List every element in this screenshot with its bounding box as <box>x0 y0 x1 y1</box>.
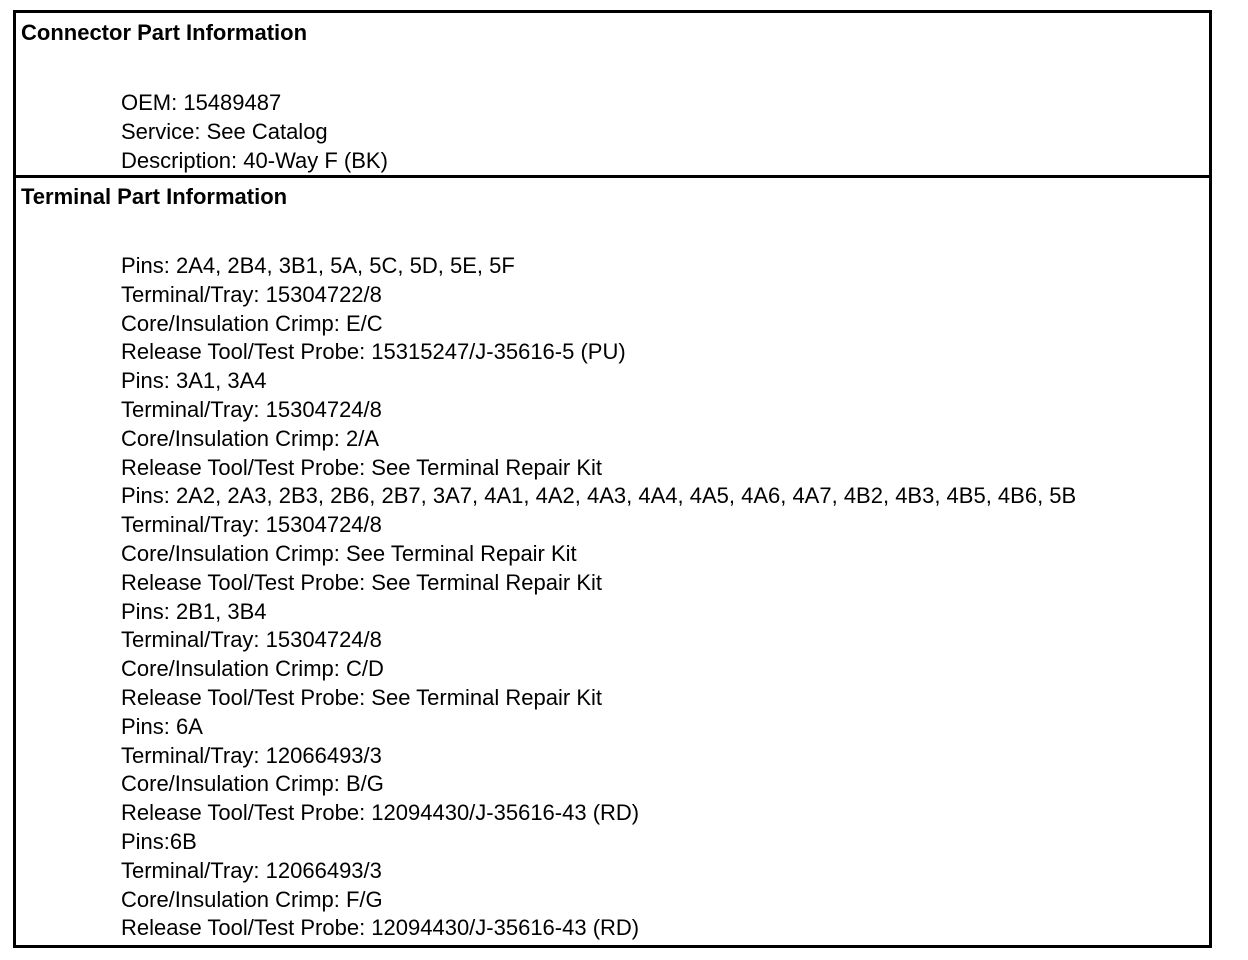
terminal-info-line: Terminal/Tray: 15304722/8 <box>121 281 382 307</box>
connector-info-list <box>121 89 388 175</box>
connector-info-line: Service: See Catalog <box>121 118 328 144</box>
terminal-info-line: Core/Insulation Crimp: B/G <box>121 771 384 797</box>
terminal-info-line: Core/Insulation Crimp: C/D <box>121 656 384 682</box>
terminal-part-section <box>16 178 1209 942</box>
terminal-info-line: Pins: 6A <box>121 713 203 739</box>
connector-info-line: Description: 40-Way F (BK) <box>121 147 388 173</box>
terminal-info-line: Terminal/Tray: 15304724/8 <box>121 627 382 653</box>
terminal-info-line: Release Tool/Test Probe: See Terminal Repair Kit <box>121 569 602 595</box>
terminal-info-line: Terminal/Tray: 12066493/3 <box>121 742 382 768</box>
connector-part-section <box>16 13 1209 178</box>
terminal-info-line: Release Tool/Test Probe: See Terminal Repair Kit <box>121 684 602 710</box>
terminal-info-line: Pins: 3A1, 3A4 <box>121 368 267 394</box>
terminal-info-line: Pins: 2A2, 2A3, 2B3, 2B6, 2B7, 3A7, 4A1, 4A2, 4A3, 4A4, 4A5, 4A6, 4A7, 4B2, 4B3, 4B5, 4B6, 5B <box>121 483 1077 509</box>
terminal-info-line: Terminal/Tray: 15304724/8 <box>121 396 382 422</box>
terminal-info-list <box>121 252 1076 943</box>
connector-info-line: OEM: 15489487 <box>121 90 282 115</box>
terminal-info-line: Release Tool/Test Probe: 15315247/J-35616-5 (PU) <box>121 339 626 365</box>
terminal-info-line: Terminal/Tray: 15304724/8 <box>121 512 382 538</box>
terminal-info-line: Release Tool/Test Probe: 12094430/J-35616-43 (RD) <box>121 915 640 941</box>
terminal-info-line: Core/Insulation Crimp: 2/A <box>121 425 379 451</box>
terminal-info-line: Release Tool/Test Probe: 12094430/J-35616-43 (RD) <box>121 800 640 826</box>
terminal-info-line: Pins: 2A4, 2B4, 3B1, 5A, 5C, 5D, 5E, 5F <box>121 253 515 278</box>
terminal-info-line: Terminal/Tray: 12066493/3 <box>121 857 382 883</box>
connector-section-title: Connector Part Information <box>21 20 308 45</box>
terminal-info-line: Pins:6B <box>121 828 197 854</box>
terminal-info-line: Release Tool/Test Probe: See Terminal Repair Kit <box>121 454 602 480</box>
terminal-info-line: Core/Insulation Crimp: E/C <box>121 310 383 336</box>
terminal-section-title: Terminal Part Information <box>21 184 288 209</box>
terminal-info-line: Core/Insulation Crimp: See Terminal Repair Kit <box>121 540 577 566</box>
info-table <box>13 10 1212 948</box>
terminal-info-line: Core/Insulation Crimp: F/G <box>121 886 383 912</box>
terminal-info-line: Pins: 2B1, 3B4 <box>121 598 267 624</box>
